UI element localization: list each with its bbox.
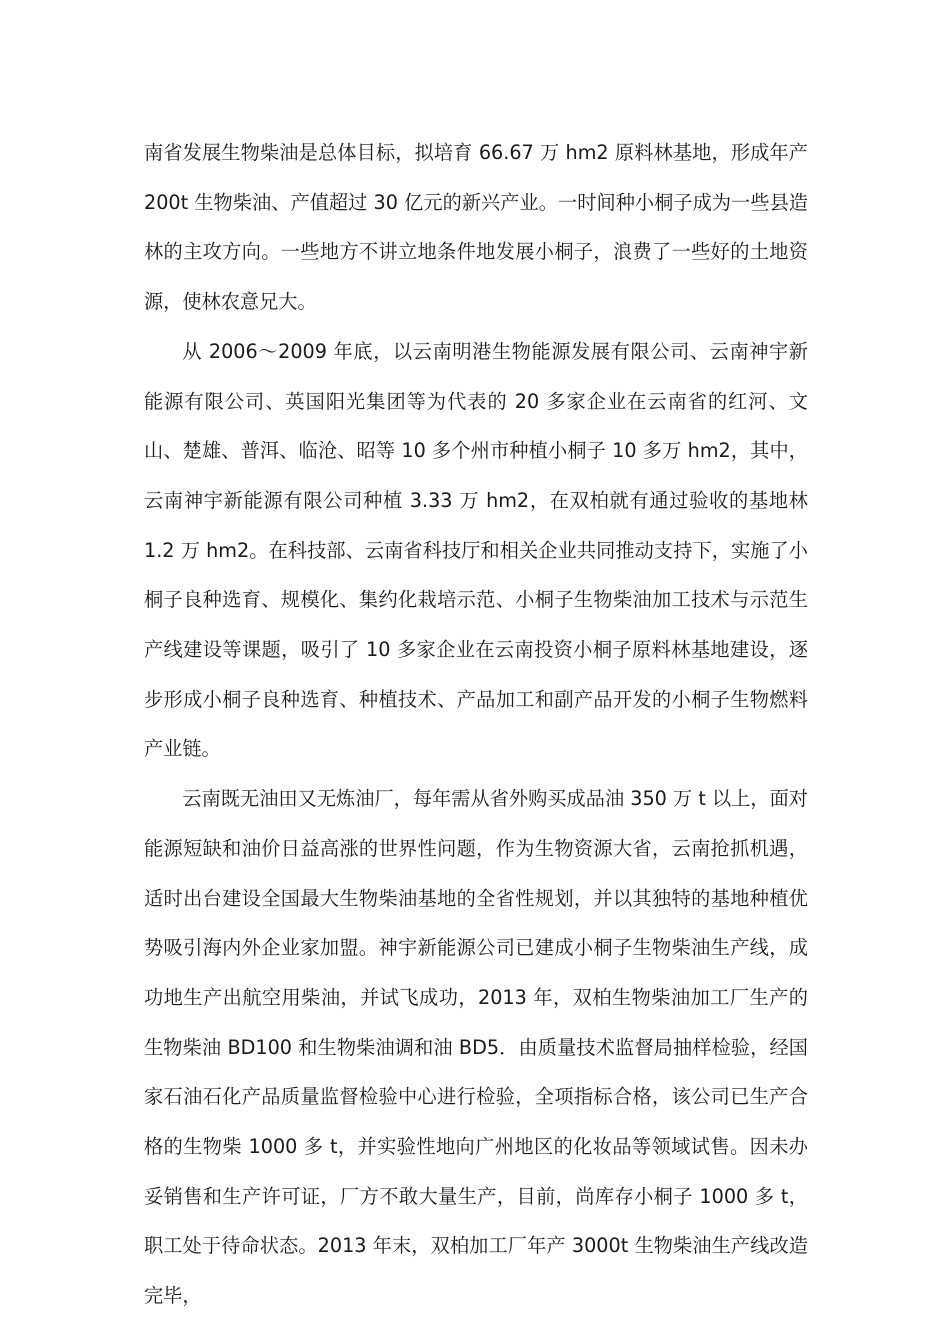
paragraph-1: 南省发展生物柴油是总体目标，拟培育 66.67 万 hm2 原料林基地，形成年产 200t 生物柴油、产值超过 30 亿元的新兴产业。一时间种小桐子成为一些县造林的主攻方向。一些地方不讲立地条件地发展小桐子，浪费了一些好的土地资源，使林农意兄大。 (144, 141, 808, 314)
paragraph-2: 从 2006～2009 年底，以云南明港生物能源发展有限公司、云南神宇新能源有限公司、英国阳光集团等为代表的 20 多家企业在云南省的红河、文山、楚雄、普洱、临沧、昭等 10 多个州市种植小桐子 10 多万 hm2，其中，云南神宇新能源有限公司种植 3.33 万 hm2，在双柏就有通过验收的基地林 1.2 万 hm2。在科技部、云南省科技厅和相关企业共同推动支持下，实施了小桐子良种选育、规模化、集约化栽培示范、小桐子生物柴油加工技术与示范生产线建设等课题，吸引了 10 多家企业在云南投资小桐子原料林基地建设，逐步形成小桐子良种选育、种植技术、产品加工和副产品开发的小桐子生物燃料产业链。 (144, 339, 808, 761)
paragraph-3: 云南既无油田又无炼油厂，每年需从省外购买成品油 350 万 t 以上，面对能源短缺和油价日益高涨的世界性问题，作为生物资源大省，云南抢抓机遇，适时出台建设全国最大生物柴油基地的全省性规划，并以其独特的基地种植优势吸引海内外企业家加盟。神宇新能源公司已建成小桐子生物柴油生产线，成功地生产出航空用柴油，并试飞成功，2013 年，双柏生物柴油加工厂生产的生物柴油 BD100 和生物柴油调和油 BD5．由质量技术监督局抽样检验，经国家石油石化产品质量监督检验中心进行检验，全项指标合格，该公司已生产合格的生物柴 1000 多 t，并实验性地向广州地区的化妆品等领域试售。因未办妥销售和生产许可证，厂方不敢大量生产，目前，尚库存小桐子 1000 多 t，职工处于待命状态。2013 年末，双柏加工厂年产 3000t 生物柴油生产线改造完毕， (144, 787, 808, 1308)
document-body (144, 128, 808, 1321)
